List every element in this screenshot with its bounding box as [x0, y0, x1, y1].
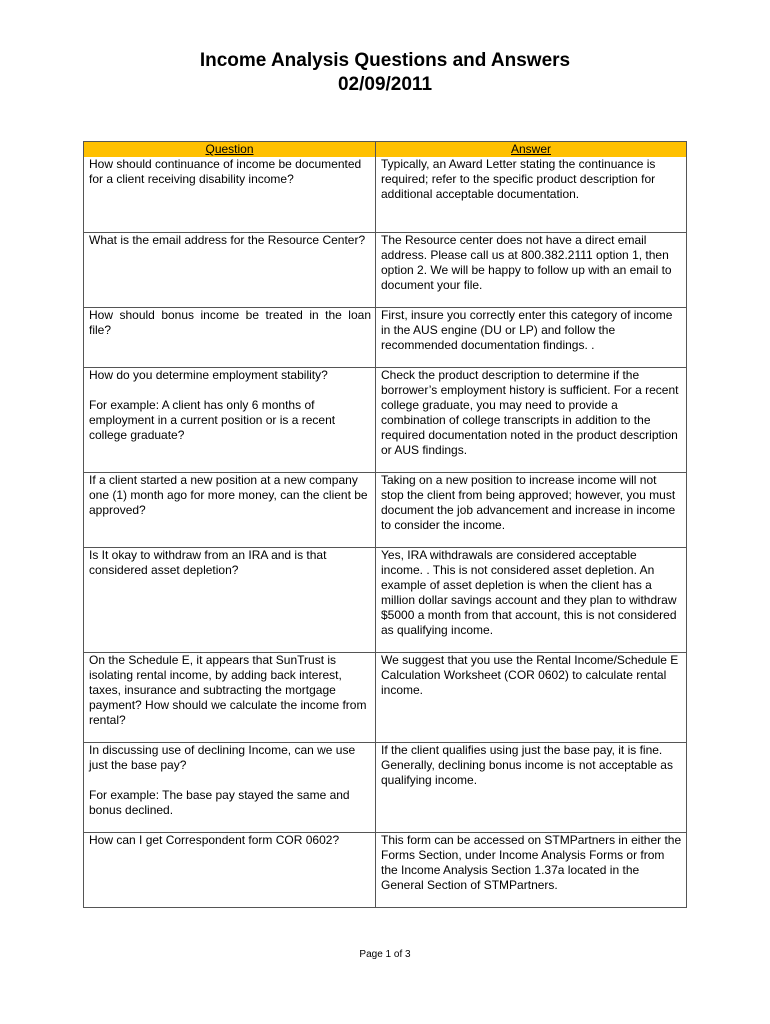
answer-text: This form can be accessed on STMPartners in either the Forms Section, under Income Analysis Forms or from the Income Analysis Section 1.37a located in the General Section of STMPartners. — [381, 832, 682, 892]
question-cell — [84, 652, 376, 742]
question-text: How can I get Correspondent form COR 0602? — [89, 832, 340, 847]
answer-cell — [376, 232, 687, 307]
question-text: Is It okay to withdraw from an IRA and is that considered asset depletion? — [89, 547, 327, 577]
page-number: Page 1 of 3 — [359, 949, 411, 960]
answer-column-header: Answer — [376, 142, 687, 158]
table-header-row — [84, 142, 687, 158]
table-row — [84, 232, 687, 307]
question-example-text: For example: The base pay stayed the same and bonus declined. — [89, 787, 350, 817]
question-cell — [84, 232, 376, 307]
answer-text: We suggest that you use the Rental Income/Schedule E Calculation Worksheet (COR 0602) to calculate rental income. — [381, 652, 679, 697]
question-cell — [84, 547, 376, 652]
question-text: On the Schedule E, it appears that SunTrust is isolating rental income, by adding back interest, taxes, insurance and subtracting the mortgage payment? How should we calculate the income from rental? — [89, 652, 367, 727]
answer-cell — [376, 832, 687, 907]
question-cell — [84, 157, 376, 232]
answer-cell — [376, 472, 687, 547]
answer-cell — [376, 547, 687, 652]
question-cell — [84, 742, 376, 832]
answer-text: Taking on a new position to increase income will not stop the client from being approved; however, you must document the job advancement and increase in income to consider the income. — [381, 472, 676, 532]
question-cell — [84, 832, 376, 907]
answer-cell — [376, 307, 687, 367]
table-row — [84, 832, 687, 907]
question-text: What is the email address for the Resource Center? — [89, 232, 366, 247]
answer-text: The Resource center does not have a direct email address. Please call us at 800.382.2111 option 1, then option 2. We will be happy to follow up with an email to document your file. — [381, 232, 672, 292]
question-cell — [84, 367, 376, 472]
table-row — [84, 157, 687, 232]
answer-text: Check the product description to determine if the borrower’s employment history is sufficient. For a recent college graduate, you may need to provide a combination of college transcripts in addition to the required documentation noted in the product description or AUS findings. — [381, 367, 679, 457]
document-title: Income Analysis Questions and Answers — [199, 50, 571, 71]
question-text: If a client started a new position at a new company one (1) month ago for more money, can the client be approved? — [89, 472, 368, 517]
table-row — [84, 547, 687, 652]
question-column-header: Question — [84, 142, 376, 158]
answer-text: Yes, IRA withdrawals are considered acceptable income. . This is not considered asset depletion. An example of asset depletion is when the client has a million dollar savings account and they plan to withdraw $5000 a month from that account, this is not considered as qualifying income. — [381, 547, 677, 637]
table-row — [84, 367, 687, 472]
table-row — [84, 472, 687, 547]
answer-cell — [376, 742, 687, 832]
table-row — [84, 742, 687, 832]
answer-cell — [376, 652, 687, 742]
answer-text: First, insure you correctly enter this category of income in the AUS engine (DU or LP) and follow the recommended documentation findings. . — [381, 307, 673, 352]
document-date: 02/09/2011 — [337, 74, 433, 95]
question-cell — [84, 472, 376, 547]
answer-cell — [376, 157, 687, 232]
table-row — [84, 652, 687, 742]
question-text: How do you determine employment stability? — [89, 367, 328, 382]
question-text: How should bonus income be treated in the loan file? — [89, 307, 371, 337]
answer-text: If the client qualifies using just the base pay, it is fine. Generally, declining bonus income is not acceptable as qualifying income. — [381, 742, 673, 787]
answer-text: Typically, an Award Letter stating the continuance is required; refer to the specific product description for additional acceptable documentation. — [381, 157, 656, 201]
question-example-text: For example: A client has only 6 months of employment in a current position or is a recent college graduate? — [89, 397, 336, 442]
qa-table — [83, 141, 687, 908]
table-row — [84, 307, 687, 367]
question-text: How should continuance of income be documented for a client receiving disability income? — [89, 157, 362, 186]
question-text: In discussing use of declining Income, can we use just the base pay? — [89, 742, 356, 772]
question-cell — [84, 307, 376, 367]
answer-cell — [376, 367, 687, 472]
